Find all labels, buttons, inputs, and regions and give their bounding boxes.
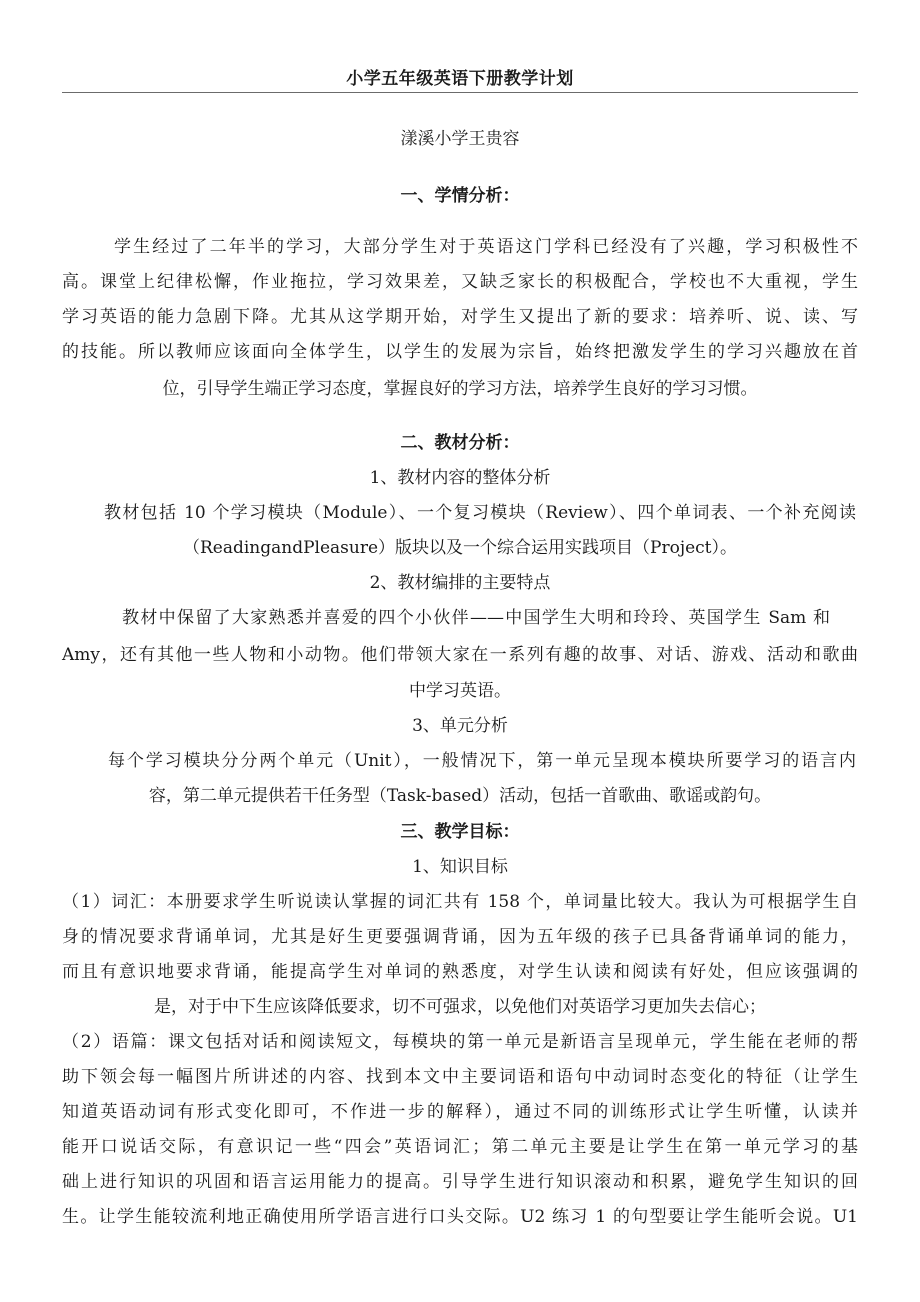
subsection-heading: 2、教材编排的主要特点 — [369, 573, 551, 593]
subsection-heading: 1、知识目标 — [412, 857, 508, 877]
section-heading-learning-analysis: 一、学情分析： — [400, 186, 520, 206]
paragraph-line: 而且有意识地要求背诵，能提高学生对单词的熟悉度，对学生认读和阅读有好处，但应该强调的 — [62, 962, 858, 982]
paragraph-line: 生。让学生能较流利地正确使用所学语言进行口头交际。U2 练习 1 的句型要让学生能听会说。U1 — [62, 1207, 858, 1227]
section-heading-teaching-objectives: 三、教学目标： — [400, 822, 520, 842]
paragraph-line: 中学习英语。 — [409, 681, 511, 701]
section-heading-textbook-analysis: 二、教材分析： — [400, 433, 520, 453]
paragraph-line: （1）词汇：本册要求学生听说读认掌握的词汇共有 158 个，单词量比较大。我认为可根据学生自 — [62, 892, 858, 912]
paragraph-line: 教材包括 10 个学习模块（Module）、一个复习模块（Review）、四个单词表、一个补充阅读 — [104, 503, 856, 523]
subsection-heading: 3、单元分析 — [412, 716, 508, 736]
paragraph-line: Amy，还有其他一些人物和小动物。他们带领大家在一系列有趣的故事、对话、游戏、活动和歌曲 — [62, 645, 858, 665]
document-header-title: 小学五年级英语下册教学计划 — [346, 69, 574, 89]
paragraph-line: 教材中保留了大家熟悉并喜爱的四个小伙伴——中国学生大明和玲玲、英国学生 Sam 和 — [122, 608, 830, 628]
paragraph-line: 是，对于中下生应该降低要求，切不可强求，以免他们对英语学习更加失去信心； — [154, 997, 766, 1017]
paragraph-line: 每个学习模块分分两个单元（Unit），一般情况下，第一单元呈现本模块所要学习的语言内 — [108, 751, 856, 771]
paragraph-line: 学习英语的能力急剧下降。尤其从这学期开始，对学生又提出了新的要求：培养听、说、读、写 — [62, 307, 858, 327]
paragraph-line: 学生经过了二年半的学习，大部分学生对于英语这门学科已经没有了兴趣，学习积极性不 — [114, 237, 858, 257]
paragraph-line: 容，第二单元提供若干任务型（Task-based）活动，包括一首歌曲、歌谣或韵句。 — [148, 786, 772, 806]
paragraph-line: 助下领会每一幅图片所讲述的内容、找到本文中主要词语和语句中动词时态变化的特征（让学生 — [62, 1067, 858, 1087]
paragraph-line: 知道英语动词有形式变化即可，不作进一步的解释），通过不同的训练形式让学生听懂，认读并 — [62, 1102, 858, 1122]
paragraph-line: 高。课堂上纪律松懈，作业拖拉，学习效果差，又缺乏家长的积极配合，学校也不大重视，学生 — [62, 272, 858, 292]
paragraph-line: 的技能。所以教师应该面向全体学生，以学生的发展为宗旨，始终把激发学生的学习兴趣放在首 — [62, 342, 858, 362]
subsection-heading: 1、教材内容的整体分析 — [369, 468, 551, 488]
paragraph-line: 础上进行知识的巩固和语言运用能力的提高。引导学生进行知识滚动和积累，避免学生知识的回 — [62, 1172, 858, 1192]
paragraph-line: 身的情况要求背诵单词，尤其是好生更要强调背诵，因为五年级的孩子已具备背诵单词的能力， — [62, 927, 858, 947]
paragraph-line: （ReadingandPleasure）版块以及一个综合运用实践项目（Project）。 — [182, 538, 738, 558]
header-divider — [62, 92, 858, 93]
author-line: 漾溪小学王贵容 — [400, 129, 520, 149]
paragraph-line: 能开口说话交际，有意识记一些“四会”英语词汇；第二单元主要是让学生在第一单元学习的基 — [62, 1137, 858, 1157]
paragraph-line: （2）语篇：课文包括对话和阅读短文，每模块的第一单元是新语言呈现单元，学生能在老师的帮 — [62, 1032, 858, 1052]
paragraph-line: 位，引导学生端正学习态度，掌握良好的学习方法，培养学生良好的学习习惯。 — [162, 379, 758, 399]
